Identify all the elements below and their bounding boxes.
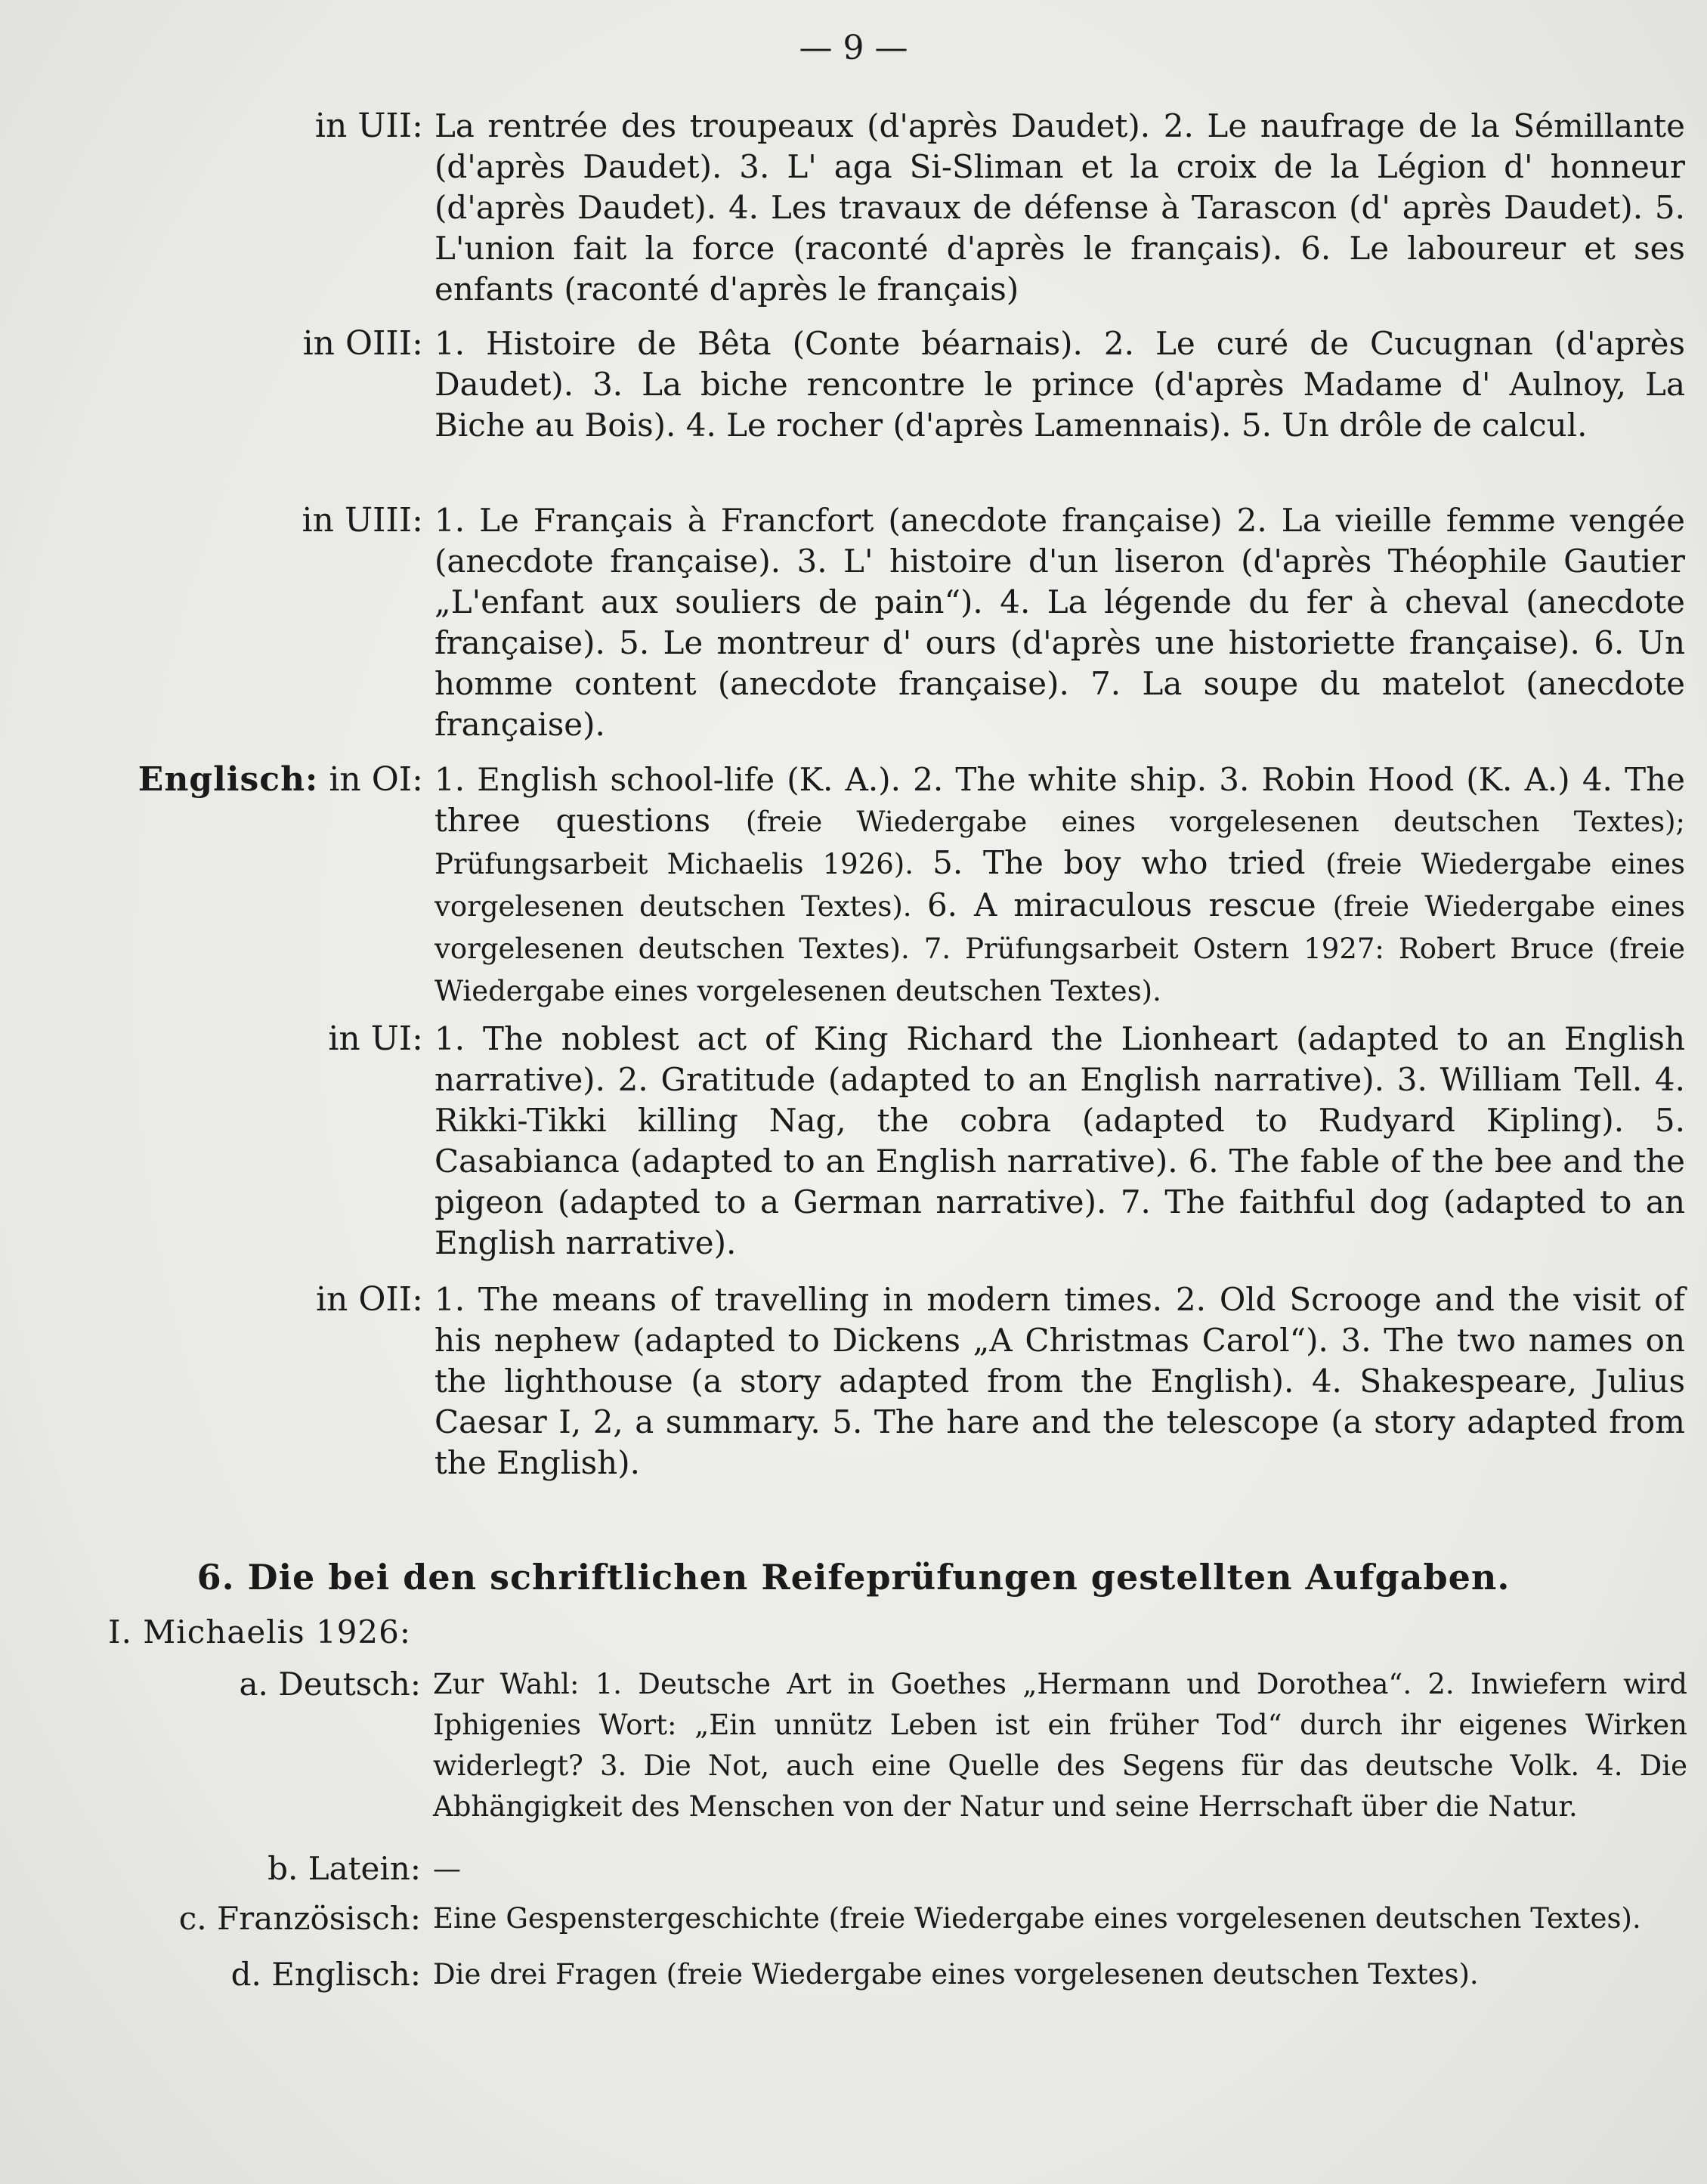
entry-text: 1. Histoire de Bêta (Conte béarnais). 2. Le curé de Cucugnan (d'après Daudet). 3. La biche rencontre le prince (d'après Madame d' Aulnoy, La Biche au Bois). 4. Le rocher (d'après Lamennais). 5. Un drôle de calcul. bbox=[434, 325, 1685, 444]
entry-text: 1. The noblest act of King Richard the Lionheart (adapted to an English narrative). 2. Gratitude (adapted to an English narrative). 3. William Tell. 4. Rikki-Tikki killing Nag, the cobra (adapted to Rudyard Kipling). 5. Casabianca (adapted to an English narrative). 6. The fable of the bee and the pigeon (adapted to a German narrative). 7. The faithful dog (adapted to an English narrative). bbox=[434, 1020, 1685, 1261]
exam-text: Zur Wahl: 1. Deutsche Art in Goethes „Hermann und Dorothea“. 2. Inwiefern wird Iphigenies Wort: „Ein unnütz Leben ist ein früher Tod“ durch ihr eigenes Wirken widerlegt? 3. Die Not, auch eine Quelle des Segens für das deutsche Volk. 4. Die Abhängigkeit des Menschen von der Natur und seine Herrschaft über die Natur. bbox=[433, 1668, 1687, 1823]
text-part-gothic: (freie Wiedergabe eines vorgelesenen deutschen Textes). bbox=[434, 848, 1685, 923]
text-part: 6. A miraculous rescue bbox=[926, 886, 1333, 923]
class-label: in OI: bbox=[329, 760, 423, 799]
exam-label: d. Englisch: bbox=[230, 1956, 421, 1993]
exam-label: a. Deutsch: bbox=[239, 1666, 421, 1703]
exam-text: Die drei Fragen (freie Wiedergabe eines vorgelesenen deutschen Textes). bbox=[433, 1958, 1479, 1991]
entry-label: in UI: bbox=[328, 1019, 423, 1058]
entry-text bbox=[434, 759, 1685, 1012]
entry-text: 1. The means of travelling in modern times. 2. Old Scrooge and the visit of his nephew (adapted to Dickens „A Christmas Carol“). 3. The two names on the lighthouse (a story adapted from the English). 4. Shakespeare, Julius Caesar I, 2, a summary. 5. The hare and the telescope (a story adapted from the English). bbox=[434, 1281, 1685, 1481]
entry-label: in UII: bbox=[314, 107, 423, 145]
entry-text: 1. Le Français à Francfort (anecdote française) 2. La vieille femme vengée (anecdote française). 3. L' histoire d'un liseron (d'après Théophile Gautier „L'enfant aux souliers de pain“). 4. La légende du fer à cheval (anecdote française). 5. Le montreur d' ours (d'après une historiette française). 6. Un homme content (anecdote française). 7. La soupe du matelot (anecdote française). bbox=[434, 502, 1685, 743]
entry-label bbox=[110, 759, 423, 800]
page-number: — 9 — bbox=[799, 29, 908, 67]
exam-text: Eine Gespenstergeschichte (freie Wiedergabe eines vorgelesenen deutschen Textes). bbox=[433, 1902, 1641, 1935]
text-part-gothic: (freie Wiedergabe eines vorgelesenen deutschen Textes). 7. Prüfungsarbeit Ostern 1927: Robert Bruce (freie Wiedergabe eines vorgelesenen deutschen Textes). bbox=[434, 890, 1685, 1007]
entry-label: in UIII: bbox=[302, 501, 423, 540]
entry-label: in OIII: bbox=[302, 324, 423, 363]
entry-label: in OII: bbox=[315, 1280, 423, 1319]
text-part-gothic: (freie Wiedergabe eines vorgelesenen deutschen Textes); Prüfungsarbeit Michaelis 1926). bbox=[434, 806, 1685, 880]
entry-text: La rentrée des troupeaux (d'après Daudet). 2. Le naufrage de la Sémillante (d'après Daudet). 3. L' aga Si-Sliman et la croix de la Légion d' honneur (d'après Daudet). 4. Les travaux de défense à Tarascon (d' après Daudet). 5. L'union fait la force (raconté d'après le français). 6. Le laboureur et ses enfants (raconté d'après le français) bbox=[434, 107, 1685, 308]
exam-text: — bbox=[433, 1852, 461, 1885]
exam-label: b. Latein: bbox=[267, 1850, 421, 1887]
section-heading: 6. Die bei den schriftlichen Reifeprüfungen gestellten Aufgaben. bbox=[196, 1557, 1511, 1598]
text-part: 1. English school-life (K. A.). 2. The white ship. 3. Robin Hood (K. A.) 4. The three questions bbox=[434, 761, 1685, 839]
exam-label: c. Französisch: bbox=[178, 1900, 421, 1937]
text-part: 5. The boy who tried bbox=[932, 844, 1326, 881]
subject-label-englisch: Englisch: bbox=[138, 760, 319, 799]
exam-title: I. Michaelis 1926: bbox=[108, 1613, 412, 1650]
